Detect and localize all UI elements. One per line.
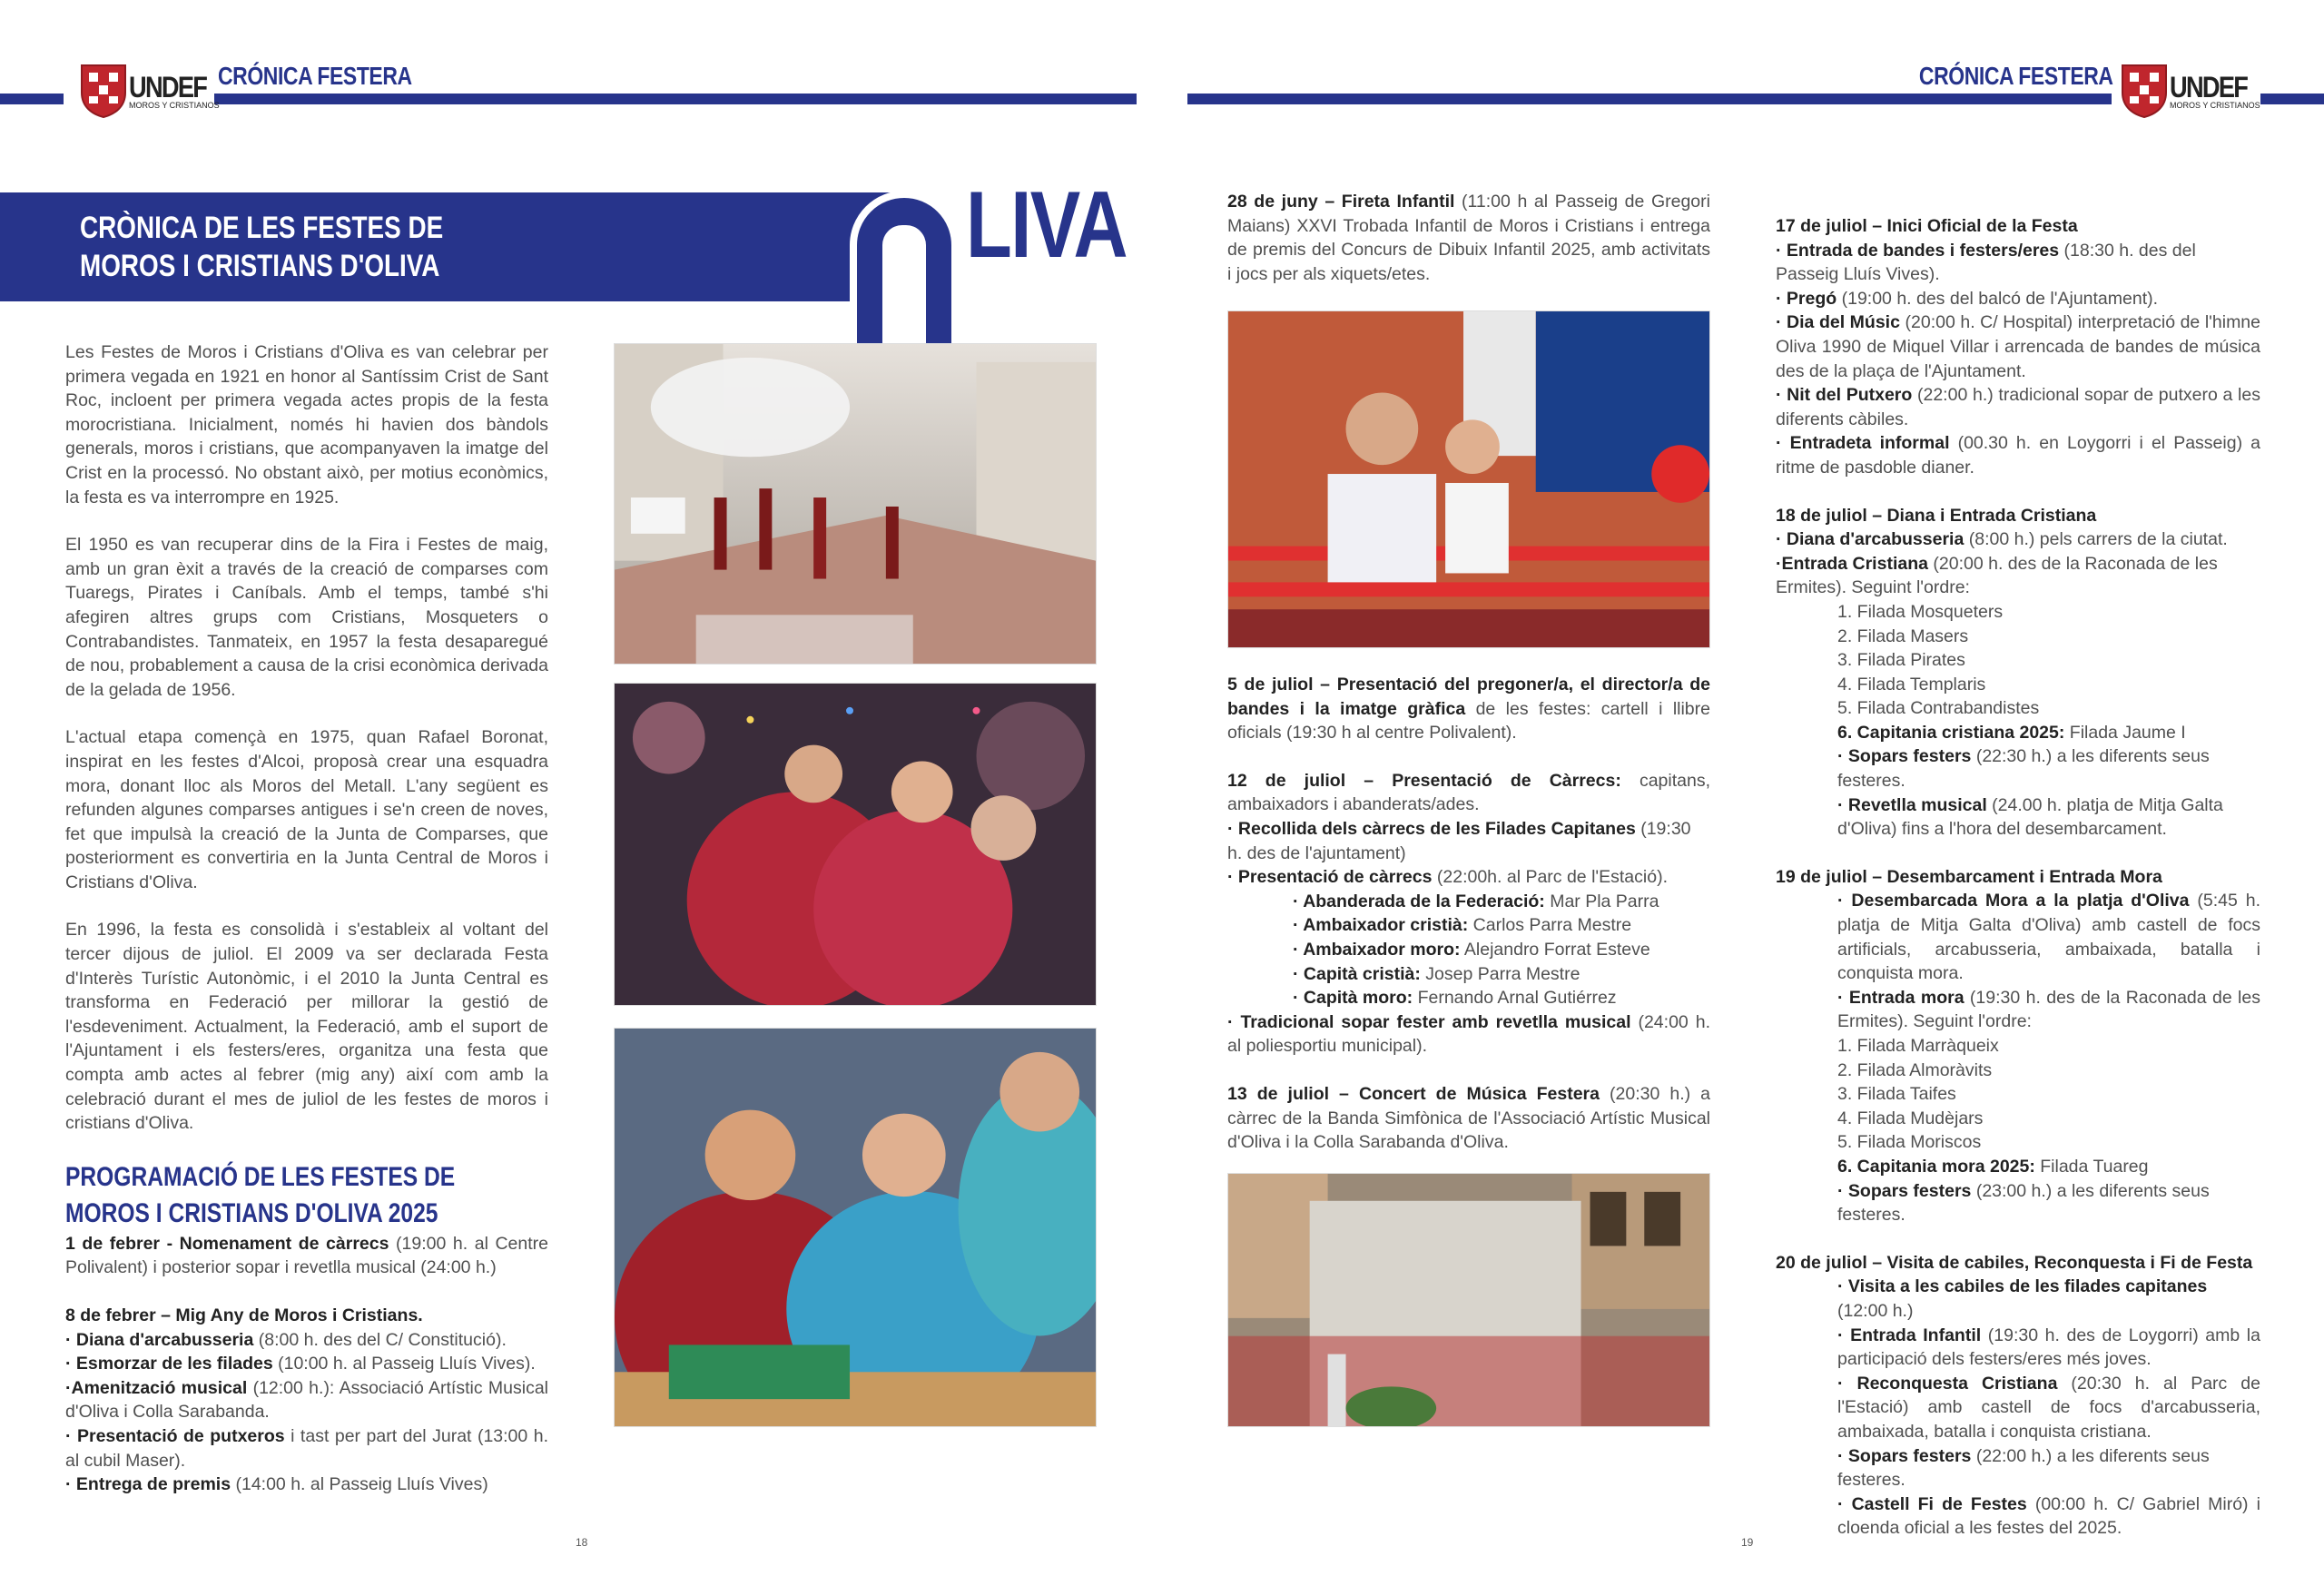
program-title-1: PROGRAMACIÓ DE LES FESTES DE <box>65 1161 456 1192</box>
list-item: · Sopars festers (23:00 h.) a les diferents seus festeres. <box>1837 1180 2210 1226</box>
photo-crowd-concert <box>1227 1173 1710 1427</box>
order-item: 1. Filada Marràqueix <box>1837 1036 1999 1056</box>
list-item: · Sopars festers (22:00 h.) a les diferents seus festeres. <box>1837 1445 2210 1491</box>
list-item: · Sopars festers (22:30 h.) a les diferents seus festeres. <box>1837 746 2210 792</box>
photo-balcony-celebration <box>1227 310 1710 648</box>
list-item: · Entrega de premis (14:00 h. al Passeig Lluís Vives) <box>65 1474 488 1495</box>
day-heading: 20 de juliol – Visita de cabiles, Reconquesta i Fi de Festa <box>1776 1252 2253 1273</box>
list-item: · Pregó (19:00 h. des del balcó de l'Ajuntament). <box>1776 288 2159 309</box>
order-item: 1. Filada Mosqueters <box>1837 601 2004 622</box>
list-item: · Entrada mora (19:30 h. des de la Raconada de les Ermites). Seguint l'ordre: <box>1837 987 2260 1032</box>
header-title-right: CRÓNICA FESTERA <box>1919 62 2113 90</box>
charge-item: · Abanderada de la Federació: Mar Pla Parra <box>1293 891 1659 911</box>
intro-paragraph: Les Festes de Moros i Cristians d'Oliva es van celebrar per primera vegada en 1921 en honor al Santíssim Crist de Sant Roc, incloent per primera vegada actes propis de la festa morocristiana. Inicialment, només hi havien dos bàndols generals, moros i cristians, que acompanyaven la imatge del Crist en la processó. No obstant això, per motius econòmics, la festa es va interrompre en 1925. <box>65 342 548 507</box>
intro-paragraph: El 1950 es van recuperar dins de la Fira i Festes de maig, amb un gran èxit a través de la creació de comparses com Tuaregs, Pirates i Caníbals. Amb el temps, també s'hi afegiren altres grups com Cristians, Mosqueters o Contrabandistes. Tanmateix, en 1957 la festa desaparegué de nou, probablement a causa de la crisi econòmica derivada de la gelada de 1956. <box>65 535 548 700</box>
charge-item: · Capità moro: Fernando Arnal Gutiérrez <box>1293 988 1617 1009</box>
shield-icon <box>2121 64 2168 118</box>
list-item: · Diana d'arcabusseria (8:00 h.) pels carrers de la ciutat. <box>1776 529 2228 550</box>
program-jul12: 12 de juliol – Presentació de Càrrecs: capitans, ambaixadors i abanderats/ades. · Recollida dels càrrecs de les Filades Capitanes (19:30 h. des de l'ajuntament) · Presentació de càrrecs (22:00h. al Parc de l'Estació). · Abanderada de la Federació: Mar Pla Parra · Ambaixador cristià: Carlos Parra Mestre · Ambaixador moro: Alejandro Forrat Esteve · Capità cristià: Josep Parra Mestre · Capità moro: Fernando Arnal Gutiérrez · Tradicional sopar fester amb revetlla musical (24:00 h. al poliesportiu municipal). <box>1227 769 1710 1059</box>
program-column-3b <box>1227 673 1710 1178</box>
list-item: · Visita a les cabiles de les filades capitanes (12:00 h.) <box>1837 1276 2208 1321</box>
header-title-left: CRÓNICA FESTERA <box>218 62 412 90</box>
title-liva: LIVA <box>966 172 1127 278</box>
banner-line-2: MOROS I CRISTIANS D'OLIVA <box>80 249 440 283</box>
header-bar-left-main <box>214 94 1137 104</box>
intro-column <box>65 340 548 1497</box>
list-item: · Nit del Putxero (22:00 h.) tradicional sopar de putxero a les diferents càbiles. <box>1776 385 2260 429</box>
order-item: 4. Filada Templaris <box>1837 674 1986 694</box>
list-item: · Diana d'arcabusseria (8:00 h. des del C/ Constitució). <box>65 1329 507 1350</box>
list-item: · Castell Fi de Festes (00:00 h. C/ Gabriel Miró) i cloenda oficial a les festes del 2025. <box>1837 1493 2260 1539</box>
header-bar-left <box>0 94 64 104</box>
charge-item: · Ambaixador moro: Alejandro Forrat Esteve <box>1293 939 1650 960</box>
list-item: · Presentació de putxeros i tast per part del Jurat (13:00 h. al cubil Maser). <box>65 1425 548 1471</box>
page-number-right: 19 <box>1741 1536 1754 1549</box>
program-jul5: 5 de juliol – Presentació del pregoner/a, el director/a de bandes i la imatge gràfica de les festes: cartell i llibre oficials (19:30 h al centre Polivalent). <box>1227 675 1710 744</box>
banner-line-1: CRÒNICA DE LES FESTES DE <box>80 211 444 245</box>
list-item: · Entrada de bandes i festers/eres (18:30 h. des del Passeig Lluís Vives). <box>1776 240 2196 285</box>
program-jul18 <box>1776 504 2260 842</box>
program-jun28: 28 de juny – Fireta Infantil (11:00 h al Passeig de Gregori Maians) XXVI Trobada Infantil de Moros i Cristians i entrega de premis del Concurs de Dibuix Infantil 2025, amb activitats i jocs per als xiquets/etes. <box>1227 192 1710 284</box>
list-item: · Desembarcada Mora a la platja d'Oliva (5:45 h. platja de Mitja Galta d'Oliva) amb castell de focs artificials, arcabusseria, ambaixada, batalla i conquista mora. <box>1837 891 2261 984</box>
banner-title <box>80 209 443 285</box>
list-item: ·Amenització musical (12:00 h.): Associació Artístic Musical d'Oliva i Colla Sarabanda. <box>65 1377 548 1423</box>
list-item: ·Entrada Cristiana (20:00 h. des de la Raconada de les Ermites). Seguint l'ordre: <box>1776 553 2218 598</box>
program-jul17 <box>1776 214 2260 480</box>
program-column-4 <box>1776 214 2260 1541</box>
intro-paragraph: L'actual etapa començà en 1975, quan Rafael Boronat, inspirat en les festes d'Alcoi, proposà crear una esquadra mora, donant lloc als Moros del Metall. L'any següent es refunden algunes comparses antigues i se'n creen de noves, fet que impulsà la creació de la Junta de Comparses, que posteriorment es convertiria en la Junta Central de Moros i Cristians d'Oliva. <box>65 727 548 892</box>
list-item: · Recollida dels càrrecs de les Filades Capitanes (19:30 h. des de l'ajuntament) <box>1227 818 1691 863</box>
day-heading: 17 de juliol – Inici Oficial de la Festa <box>1776 216 2078 236</box>
program-feb8 <box>65 1304 548 1497</box>
program-jul19 <box>1776 865 2260 1227</box>
logo-name: UNDEF <box>2170 70 2248 103</box>
shield-icon <box>80 64 127 118</box>
program-title-2: MOROS I CRISTIANS D'OLIVA 2025 <box>65 1197 438 1228</box>
header-bar-right-main <box>1187 94 2112 104</box>
list-item: · Reconquesta Cristiana (20:30 h. al Parc de l'Estació) amb castell de focs d'arcabusseria, ambaixada, batalla i conquista cristiana. <box>1837 1373 2260 1442</box>
order-item: 2. Filada Almoràvits <box>1837 1059 1993 1080</box>
list-item: · Esmorzar de les filades (10:00 h. al Passeig Lluís Vives). <box>65 1354 536 1374</box>
list-item: · Dia del Músic (20:00 h. C/ Hospital) interpretació de l'himne Oliva 1990 de Miquel Villar i arrencada de bandes de música des de la plaça de l'Ajuntament. <box>1776 312 2260 381</box>
logo-subtitle: MOROS Y CRISTIANOS <box>2170 100 2260 110</box>
photo-kids-celebrating <box>614 1028 1097 1427</box>
logo-name: UNDEF <box>129 70 207 103</box>
list-item: · Presentació de càrrecs (22:00h. al Parc de l'Estació). <box>1227 867 1668 888</box>
order-item: 4. Filada Mudèjars <box>1837 1108 1984 1128</box>
order-item: 3. Filada Pirates <box>1837 650 1965 671</box>
order-item: 5. Filada Contrabandistes <box>1837 698 2040 719</box>
logo-subtitle: MOROS Y CRISTIANOS <box>129 100 220 110</box>
big-letter-text: O <box>904 309 905 310</box>
header-bar-right <box>2260 94 2324 104</box>
order-item: 5. Filada Moriscos <box>1837 1132 1982 1153</box>
program-heading <box>65 1159 548 1232</box>
order-item: 6. Capitania cristiana 2025: Filada Jaume I <box>1837 722 2186 743</box>
charge-item: · Capità cristià: Josep Parra Mestre <box>1293 963 1581 984</box>
program-jul20 <box>1776 1251 2260 1541</box>
order-item: 6. Capitania mora 2025: Filada Tuareg <box>1837 1156 2149 1177</box>
day-heading: 19 de juliol – Desembarcament i Entrada Mora <box>1776 866 2162 887</box>
photo-parade-street <box>614 343 1097 665</box>
charge-item: · Ambaixador cristià: Carlos Parra Mestre <box>1293 915 1632 936</box>
order-item: 3. Filada Taifes <box>1837 1084 1956 1105</box>
intro-paragraph: En 1996, la festa es consolidà i s'estableix al voltant del tercer dijous de juliol. El 2009 va ser declarada Festa d'Interès Turístic Autonòmic, i el 2010 la Junta Central es transforma en Federació per millorar la gestió de l'esdeveniment. Actualment, la Federació, amb el suport de l'Ajuntament i els festers/eres, organitza una festa que compta amb actes al febrer (mig any) així com amb la celebració durant el mes de juliol de les festes de moros i cristians d'Oliva. <box>65 920 548 1134</box>
program-feb1: 1 de febrer - Nomenament de càrrecs (19:00 h. al Centre Polivalent) i posterior sopar i revetlla musical (24:00 h.) <box>65 1233 548 1278</box>
order-item: 2. Filada Masers <box>1837 625 1969 646</box>
list-item: · Revetlla musical (24.00 h. platja de Mitja Galta d'Oliva) fins a l'hora del desembarcament. <box>1837 794 2223 840</box>
program-column-3 <box>1227 190 1710 310</box>
day-heading: 18 de juliol – Diana i Entrada Cristiana <box>1776 505 2097 526</box>
undef-logo-right <box>2121 64 2260 118</box>
program-feb8-title: 8 de febrer – Mig Any de Moros i Cristians. <box>65 1305 423 1325</box>
photo-children-confetti <box>614 683 1097 1006</box>
program-jul13: 13 de juliol – Concert de Música Festera (20:30 h.) a càrrec de la Banda Simfònica de l'Associació Artístic Musical d'Oliva i la Colla Sarabanda d'Oliva. <box>1227 1083 1710 1153</box>
page-number-left: 18 <box>576 1536 588 1549</box>
undef-logo-left <box>80 64 220 118</box>
list-item: · Entradeta informal (00.30 h. en Loygorri i el Passeig) a ritme de pasdoble dianer. <box>1776 433 2260 478</box>
list-item: · Entrada Infantil (19:30 h. des de Loygorri) amb la participació dels festers/eres més joves. <box>1837 1325 2260 1370</box>
list-item: · Tradicional sopar fester amb revetlla musical (24:00 h. al poliesportiu municipal). <box>1227 1011 1710 1057</box>
